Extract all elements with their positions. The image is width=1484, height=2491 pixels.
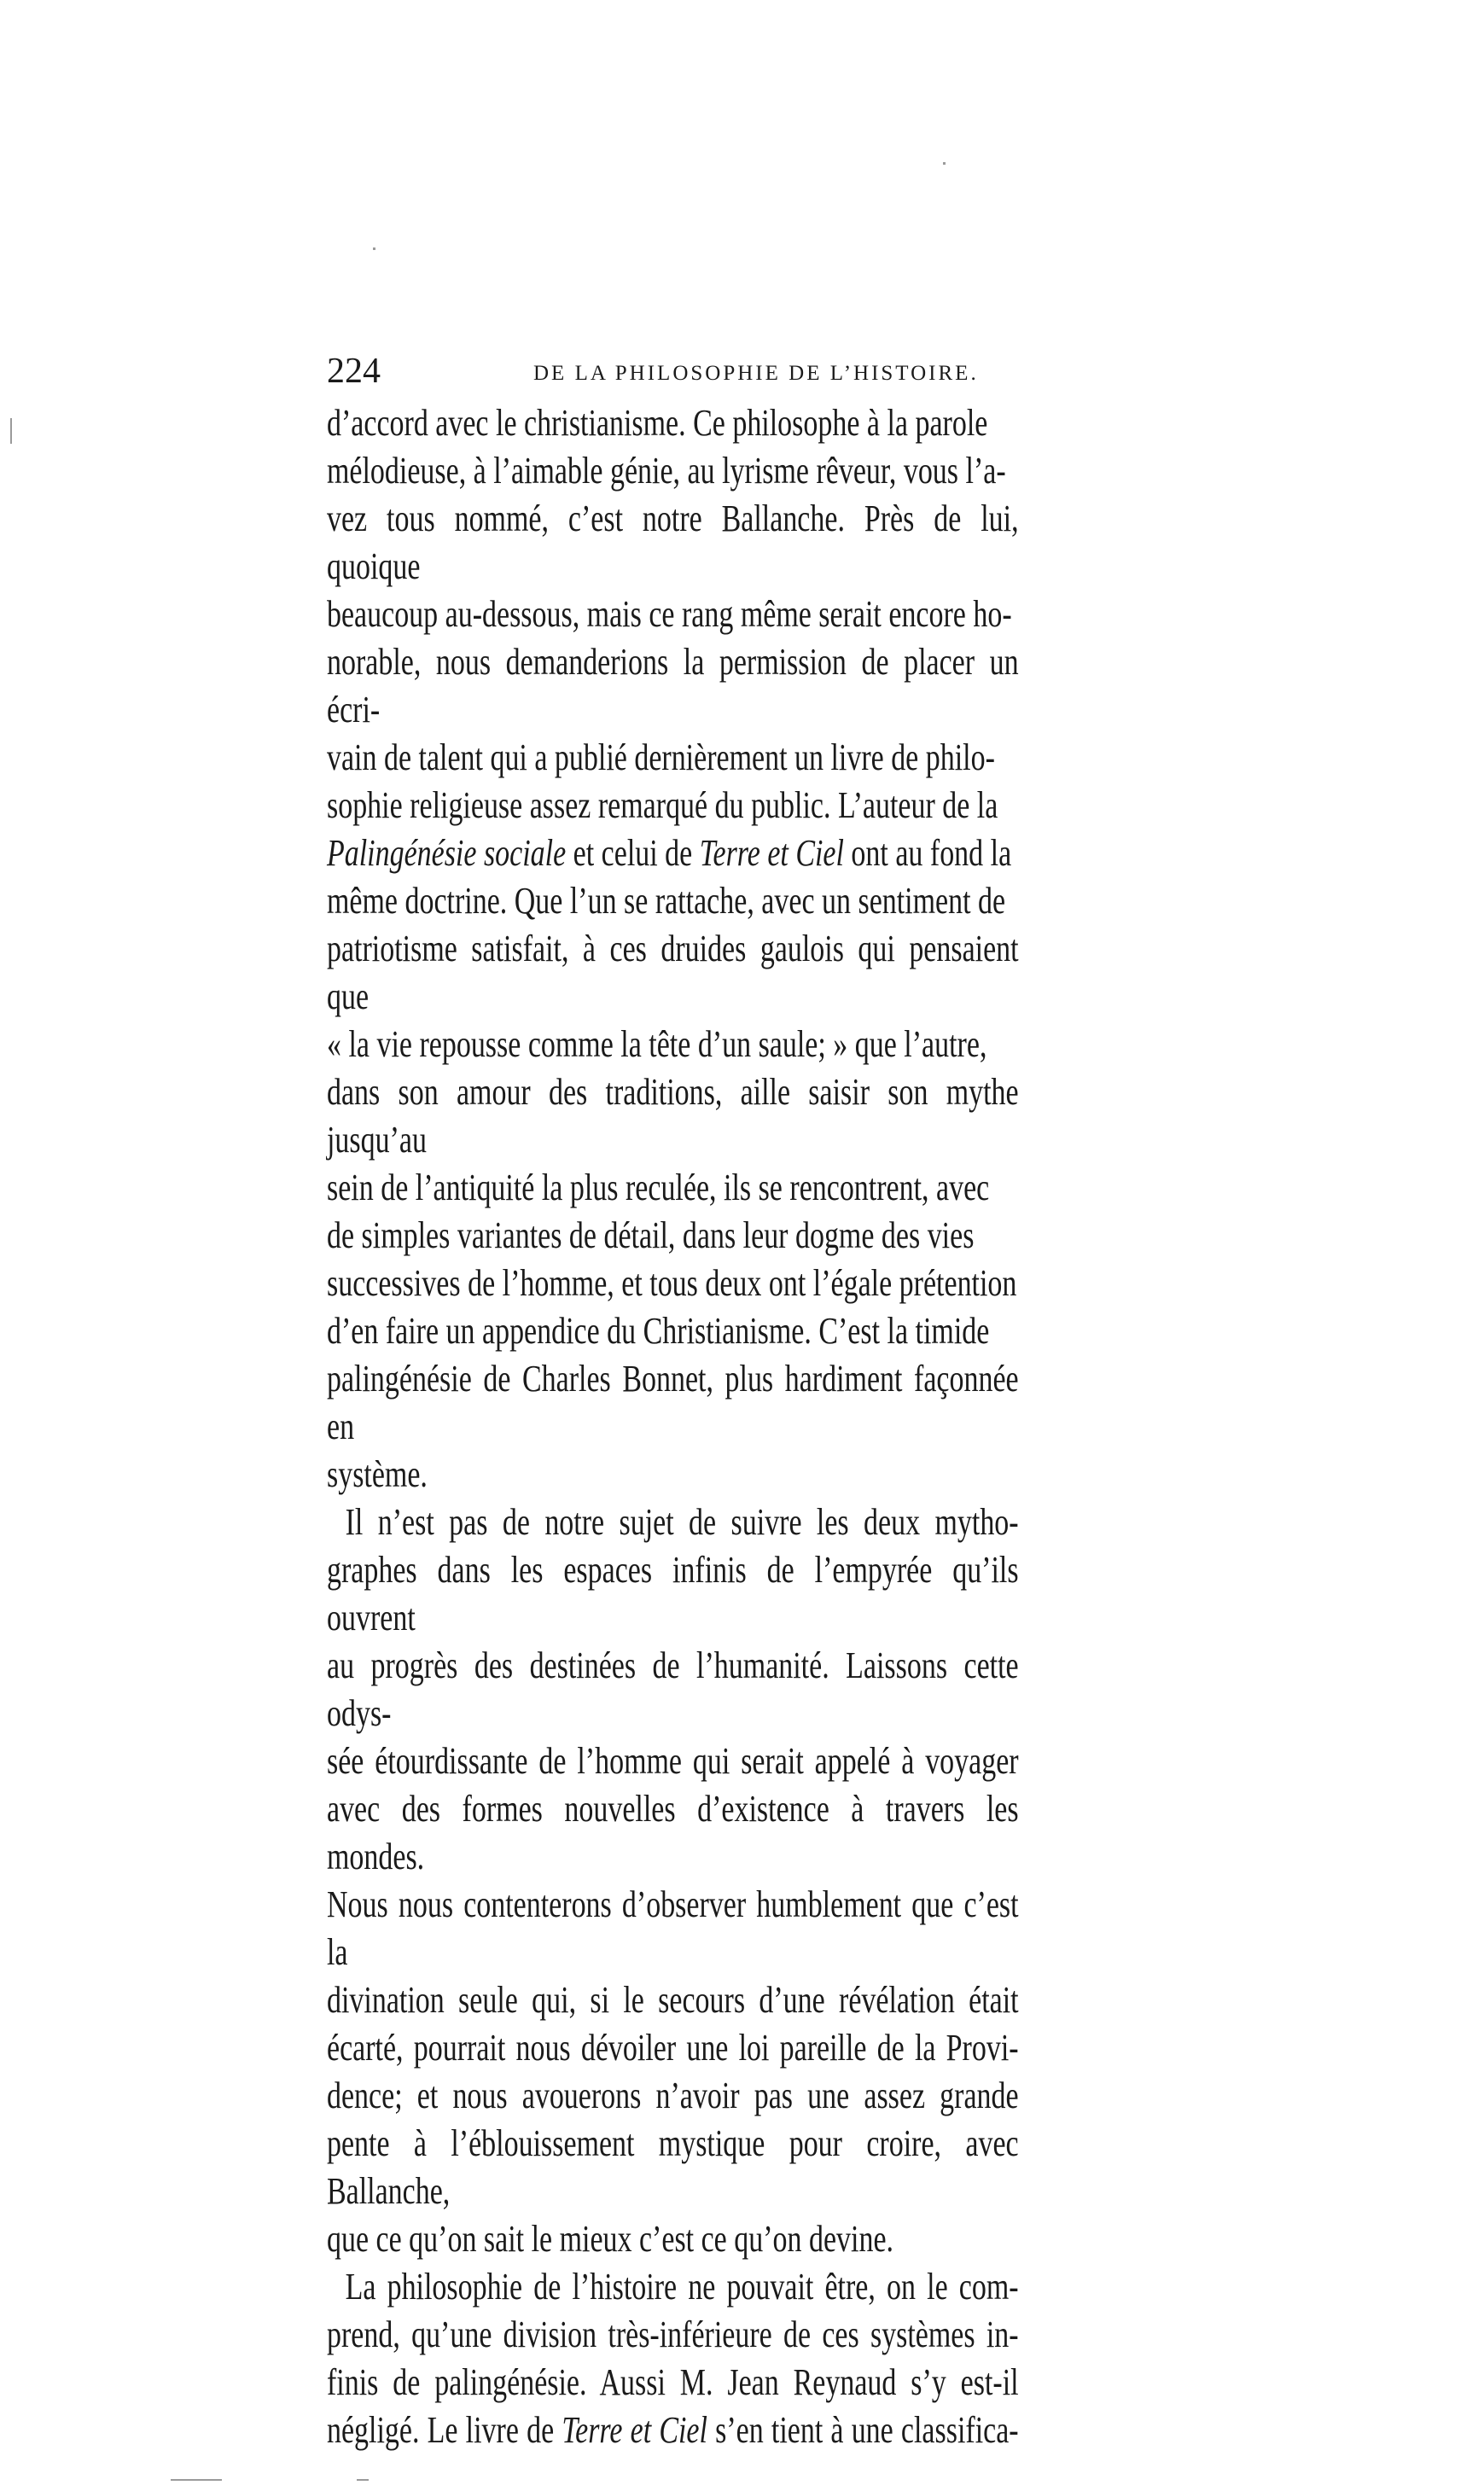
text-line: dence; et nous avouerons n’avoir pas une assez grande	[327, 2075, 1019, 2116]
text-line: successives de l’homme, et tous deux ont l’égale prétention	[327, 1262, 1017, 1304]
text-line-with-titles	[327, 829, 1019, 877]
text-line: finis de palingénésie. Aussi M. Jean Reynaud s’y est-il	[327, 2361, 1019, 2403]
text-line: Nous nous contenterons d’observer humblement que c’est la	[327, 1883, 1019, 1973]
scan-speck	[357, 2479, 369, 2481]
book-title-italic: Palingénésie sociale	[327, 832, 567, 874]
text-line: La philosophie de l’histoire ne pouvait être, on le com-	[345, 2266, 1019, 2308]
running-title: DE LA PHILOSOPHIE DE L’HISTOIRE.	[533, 362, 979, 385]
text-fragment: s’en tient à une classifica-	[707, 2409, 1019, 2451]
text-line: palingénésie de Charles Bonnet, plus hardiment façonnée en	[327, 1358, 1019, 1447]
paragraph-1	[327, 399, 1019, 1499]
text-line: système.	[327, 1453, 428, 1495]
text-line: Il n’est pas de notre sujet de suivre les deux mytho-	[345, 1501, 1019, 1543]
page-header	[327, 346, 1018, 397]
text-line-with-title	[327, 2407, 1019, 2454]
paragraph-3	[327, 2263, 1019, 2454]
text-line: dans son amour des traditions, aille saisir son mythe jusqu’au	[327, 1071, 1019, 1161]
text-line: pente à l’éblouissement mystique pour croire, avec Ballanche,	[327, 2122, 1019, 2212]
text-line: avec des formes nouvelles d’existence à travers les mondes.	[327, 1788, 1019, 1877]
text-line: sein de l’antiquité la plus reculée, ils se rencontrent, avec	[327, 1167, 990, 1208]
text-line: graphes dans les espaces infinis de l’empyrée qu’ils ouvrent	[327, 1549, 1019, 1638]
text-fragment: ont au fond la	[843, 832, 1012, 874]
body-text	[327, 399, 1019, 2454]
text-line: sophie religieuse assez remarqué du public. L’auteur de la	[327, 784, 998, 826]
text-fragment: et celui de	[566, 832, 700, 874]
text-line: que ce qu’on sait le mieux c’est ce qu’on devine.	[327, 2218, 894, 2260]
text-line: écarté, pourrait nous dévoiler une loi pareille de la Provi-	[327, 2027, 1019, 2069]
book-title-italic: Terre et Ciel	[699, 832, 844, 874]
paragraph-2	[327, 1499, 1019, 2263]
scan-speck	[943, 162, 946, 165]
text-line: « la vie repousse comme la tête d’un saule; » que l’autre,	[327, 1023, 987, 1065]
scan-speck	[171, 2479, 222, 2481]
text-line: vez tous nommé, c’est notre Ballanche. Près de lui, quoique	[327, 498, 1019, 587]
text-line: prend, qu’une division très-inférieure de ces systèmes in-	[327, 2313, 1019, 2355]
text-line: au progrès des destinées de l’humanité. Laissons cette odys-	[327, 1644, 1019, 1734]
scan-speck	[10, 418, 12, 444]
text-line: beaucoup au-dessous, mais ce rang même serait encore ho-	[327, 593, 1012, 635]
book-title-italic: Terre et Ciel	[562, 2409, 707, 2451]
text-line: sée étourdissante de l’homme qui serait appelé à voyager	[327, 1740, 1019, 1782]
text-line: d’accord avec le christianisme. Ce philosophe à la parole	[327, 402, 988, 444]
text-line: de simples variantes de détail, dans leur dogme des vies	[327, 1214, 975, 1256]
text-line: patriotisme satisfait, à ces druides gaulois qui pensaient que	[327, 928, 1019, 1017]
text-fragment: négligé. Le livre de	[327, 2409, 562, 2451]
text-line: d’en faire un appendice du Christianisme. C’est la timide	[327, 1310, 990, 1352]
text-line: même doctrine. Que l’un se rattache, avec un sentiment de	[327, 880, 1006, 922]
text-line: divination seule qui, si le secours d’une révélation était	[327, 1979, 1019, 2021]
text-line: vain de talent qui a publié dernièrement un livre de philo-	[327, 736, 995, 778]
scan-speck	[373, 247, 375, 250]
text-line: norable, nous demanderions la permission de placer un écri-	[327, 641, 1019, 730]
text-line: mélodieuse, à l’aimable génie, au lyrisme rêveur, vous l’a-	[327, 450, 1006, 492]
page-number: 224	[327, 352, 381, 391]
